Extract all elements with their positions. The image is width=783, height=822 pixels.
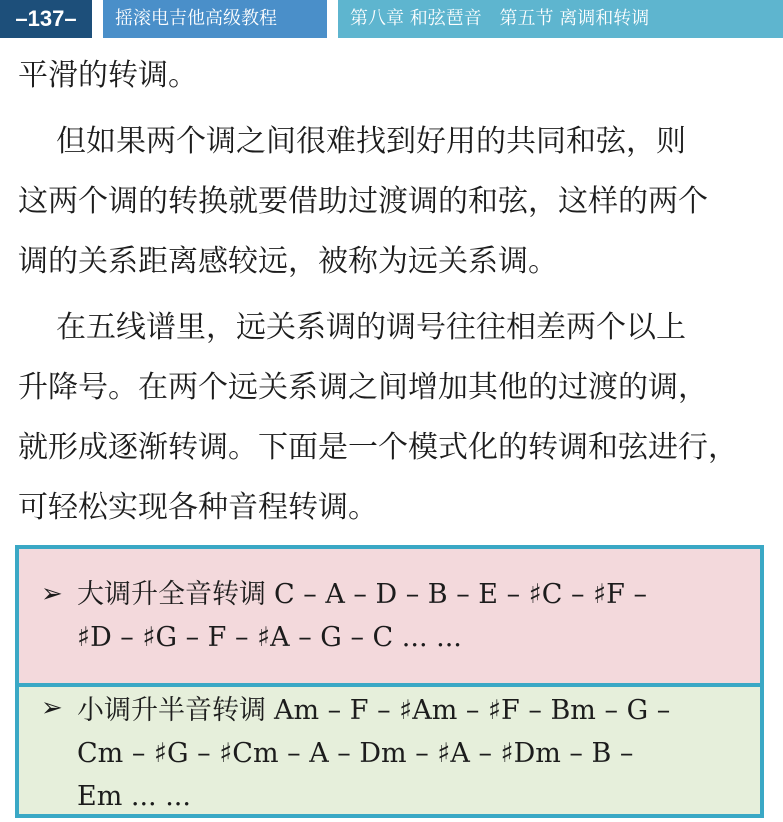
modulation-box	[15, 545, 764, 818]
major-sequence	[77, 573, 757, 659]
paragraph-line: 就形成逐渐转调。下面是一个模式化的转调和弦进行，	[18, 430, 738, 465]
paragraph-1	[18, 46, 778, 106]
chapter-section-title	[338, 0, 783, 38]
section-title: 第五节 离调和转调	[499, 8, 650, 29]
minor-modulation-row	[19, 687, 760, 814]
minor-chords-line3: Em ... ...	[77, 781, 191, 812]
major-label: 大调升全音转调	[77, 579, 266, 610]
page-number: –137–	[0, 0, 92, 38]
arrow-bullet-icon: ➢	[41, 579, 63, 609]
minor-chords-line2: Cm – ♯G – ♯Cm – A – Dm – ♯A – ♯Dm – B –	[77, 738, 634, 769]
minor-label: 小调升半音转调	[77, 695, 266, 726]
paragraph-2	[18, 112, 778, 292]
paragraph-3	[18, 298, 778, 538]
major-modulation-row	[19, 549, 760, 683]
major-chords-line2: ♯D – ♯G – F – ♯A – G – C ... ...	[77, 622, 462, 653]
paragraph-line: 可轻松实现各种音程转调。	[18, 490, 378, 525]
paragraph-line: 但如果两个调之间很难找到好用的共同和弦，则	[56, 124, 686, 159]
paragraph-line: 平滑的转调。	[18, 58, 198, 93]
arrow-bullet-icon: ➢	[41, 693, 63, 723]
minor-chords-line1: Am – F – ♯Am – ♯F – Bm – G –	[274, 695, 671, 726]
paragraph-line: 调的关系距离感较远，被称为远关系调。	[18, 244, 558, 279]
paragraph-line: 升降号。在两个远关系调之间增加其他的过渡的调，	[18, 370, 708, 405]
paragraph-line: 这两个调的转换就要借助过渡调的和弦，这样的两个	[18, 184, 708, 219]
book-title: 摇滚电吉他高级教程	[103, 0, 327, 38]
minor-sequence	[77, 689, 757, 818]
paragraph-line: 在五线谱里，远关系调的调号往往相差两个以上	[56, 310, 686, 345]
major-chords-line1: C – A – D – B – E – ♯C – ♯F –	[274, 579, 647, 610]
chapter-title: 第八章 和弦琶音	[350, 8, 482, 29]
page-header	[0, 0, 783, 38]
